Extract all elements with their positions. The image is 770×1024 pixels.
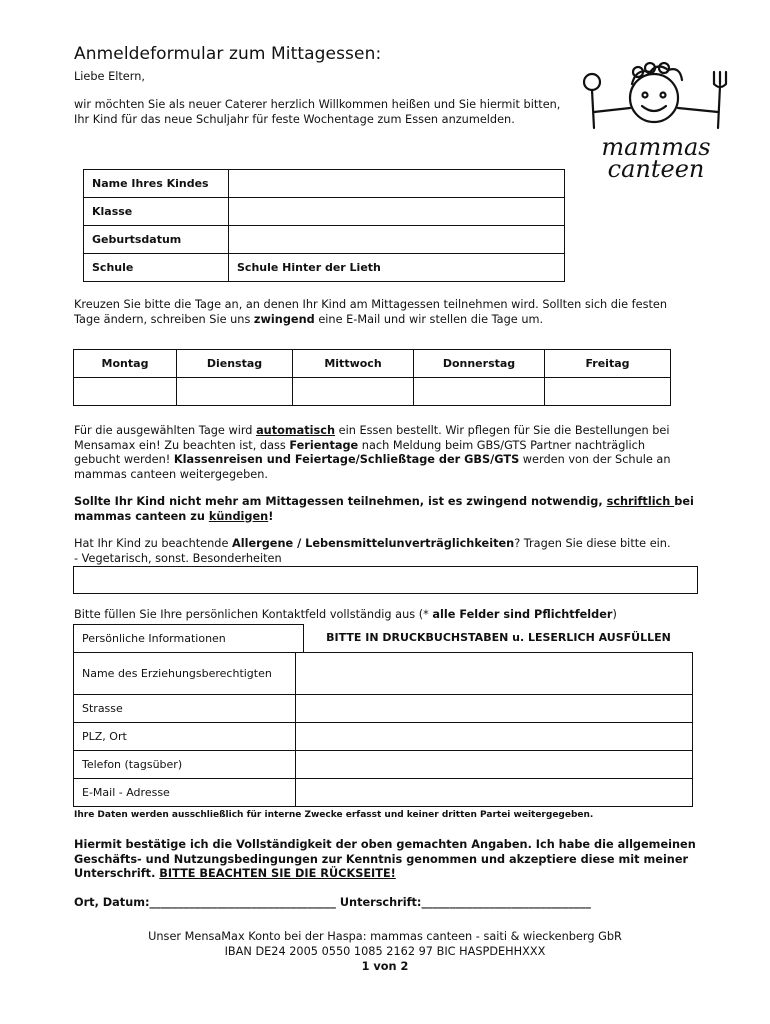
day-checkbox-thursday[interactable] (414, 378, 545, 406)
guardian-name-field[interactable] (296, 653, 693, 695)
birthdate-label: Geburtsdatum (84, 226, 229, 254)
confirmation-text: Hiermit bestätige ich die Vollständigkeit der oben gemachten Angaben. Ich habe die allgemeinen Geschäfts- und Nutzungsbedingungen zur Kenntnis genommen und akzeptiere diese mit meiner Unterschrift. BITTE BEACHTEN SIE DIE RÜCKSEITE! (74, 838, 696, 880)
email-label: E-Mail - Adresse (74, 779, 296, 807)
table-row (84, 170, 565, 198)
day-checkbox-wednesday[interactable] (293, 378, 414, 406)
logo-wordmark (574, 133, 738, 183)
day-header-tuesday: Dienstag (177, 350, 293, 378)
table-row (84, 226, 565, 254)
page-number: 1 von 2 (361, 960, 409, 973)
days-instruction: Kreuzen Sie bitte die Tage an, an denen Ihr Kind am Mittagessen teilnehmen wird. Sollten sich die festen Tage ändern, schreiben Sie uns zwingend eine E-Mail und wir stellen die Tage um. (74, 298, 668, 326)
contact-intro: Bitte füllen Sie Ihre persönlichen Kontaktfeld vollständig aus (* alle Felder sind Pflichtfelder) (74, 608, 617, 621)
weekday-table (73, 349, 671, 406)
auto-order-text: Für die ausgewählten Tage wird automatisch ein Essen bestellt. Wir pflegen für Sie die Bestellungen bei Mensamax ein! Zu beachten ist, dass Ferientage nach Meldung beim GBS/GTS Partner nachträglich gebucht werden! Klassenreisen und Feiertage/Schließtage der GBS/GTS werden von der Schule an mammas canteen weitergegeben. (74, 424, 671, 481)
privacy-note: Ihre Daten werden ausschließlich für interne Zwecke erfasst und keiner dritten Partei weitergegeben. (74, 810, 594, 820)
signature-line[interactable]: Ort, Datum:_________________________________ Unterschrift:______________________________ (74, 896, 591, 909)
contact-header-label: Persönliche Informationen (73, 624, 304, 653)
table-row (84, 198, 565, 226)
table-row (74, 653, 693, 695)
allergy-text: Hat Ihr Kind zu beachtende Allergene / Lebensmittelunverträglichkeiten? Tragen Sie diese bitte ein. - Vegetarisch, sonst. Besonderheiten (74, 537, 671, 565)
table-row (74, 695, 693, 723)
table-row (74, 378, 671, 406)
child-name-label: Name Ihres Kindes (84, 170, 229, 198)
chef-face-icon (574, 62, 738, 132)
class-label: Klasse (84, 198, 229, 226)
table-row (74, 779, 693, 807)
email-field[interactable] (296, 779, 693, 807)
logo-line-1: mammas (601, 133, 711, 161)
cancellation-text: Sollte Ihr Kind nicht mehr am Mittagessen teilnehmen, ist es zwingend notwendig, schriftlich bei mammas canteen zu kündigen! (74, 495, 694, 523)
guardian-name-label: Name des Erziehungsberechtigten (74, 653, 296, 695)
mammas-canteen-logo (574, 62, 738, 184)
table-row (74, 350, 671, 378)
contact-header-row (73, 624, 693, 652)
day-checkbox-friday[interactable] (545, 378, 671, 406)
bank-info-line-1: Unser MensaMax Konto bei der Haspa: mammas canteen - saiti & wieckenberg GbR (148, 930, 622, 943)
street-label: Strasse (74, 695, 296, 723)
table-row (74, 751, 693, 779)
phone-label: Telefon (tagsüber) (74, 751, 296, 779)
school-field[interactable]: Schule Hinter der Lieth (229, 254, 565, 282)
school-label: Schule (84, 254, 229, 282)
intro-text: wir möchten Sie als neuer Caterer herzlich Willkommen heißen und Sie hiermit bitten, Ihr Kind für das neue Schuljahr für feste Wochentage zum Essen anzumelden. (74, 98, 561, 126)
contact-header-note: BITTE IN DRUCKBUCHSTABEN u. LESERLICH AUSFÜLLEN (326, 631, 671, 644)
day-header-wednesday: Mittwoch (293, 350, 414, 378)
bank-info-line-2: IBAN DE24 2005 0550 1085 2162 97 BIC HASPDEHHXXX (224, 945, 546, 958)
logo-line-2: canteen (607, 155, 705, 183)
street-field[interactable] (296, 695, 693, 723)
phone-field[interactable] (296, 751, 693, 779)
day-header-thursday: Donnerstag (414, 350, 545, 378)
page-title: Anmeldeformular zum Mittagessen: (74, 44, 382, 64)
day-checkbox-tuesday[interactable] (177, 378, 293, 406)
day-checkbox-monday[interactable] (74, 378, 177, 406)
table-row (74, 723, 693, 751)
class-field[interactable] (229, 198, 565, 226)
day-header-friday: Freitag (545, 350, 671, 378)
birthdate-field[interactable] (229, 226, 565, 254)
allergy-input[interactable] (73, 566, 698, 594)
table-row (84, 254, 565, 282)
child-info-table (83, 169, 565, 282)
day-header-monday: Montag (74, 350, 177, 378)
zip-city-label: PLZ, Ort (74, 723, 296, 751)
contact-rows (73, 652, 693, 807)
child-name-field[interactable] (229, 170, 565, 198)
greeting: Liebe Eltern, (74, 70, 145, 83)
contact-table (73, 624, 693, 807)
zip-city-field[interactable] (296, 723, 693, 751)
